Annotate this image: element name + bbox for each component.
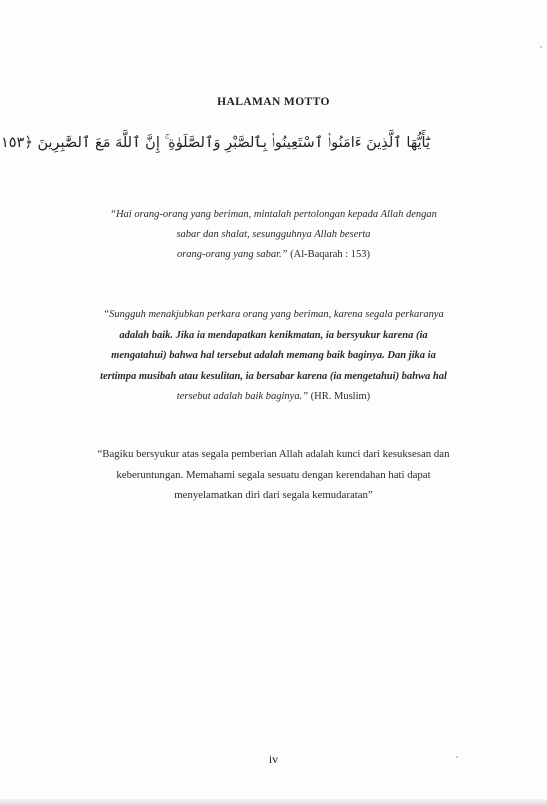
quote-al-baqarah — [0, 205, 547, 265]
page-bottom-edge — [0, 799, 547, 805]
quote-line: mengatahui) bahwa hal tersebut adalah memang baik baginya. Dan jika ia — [111, 350, 436, 361]
quote-line: adalah baik. Jika ia mendapatkan kenikmatan, ia bersyukur karena (ia — [119, 329, 428, 341]
quote-line: sabar dan shalat, sesungguhnya Allah beserta — [176, 229, 371, 240]
quote-line: “Hai orang-orang yang beriman, mintalah pertolongan kepada Allah dengan — [110, 209, 437, 220]
quote-line: tertimpa musibah atau kesulitan, ia bersabar karena (ia mengetahui) bahwa hal — [100, 370, 447, 382]
quote-text: orang-orang yang sabar.” — [176, 249, 288, 260]
quran-verse-arabic: يَٰٓأَيُّهَا ٱلَّذِينَ ءَامَنُوا۟ ٱسْتَعِينُوا۟ بِٱلصَّبْرِ وَٱلصَّلَوٰةِ ۚ إِنَّ ٱللَّهَ مَعَ ٱلصَّٰبِرِينَ ﴿١٥٣ — [0, 135, 430, 151]
quote-line: keberuntungan. Memahami segala sesuatu dengan kerendahan hati dapat — [116, 468, 431, 481]
page-number: iv — [268, 752, 279, 766]
scan-speck — [456, 756, 458, 758]
quote-line: “Bagiku bersyukur atas segala pemberian Allah adalah kunci dari kesuksesan dan — [97, 448, 450, 460]
quote-source: (HR. Muslim) — [310, 391, 371, 402]
page-title: HALAMAN MOTTO — [217, 96, 330, 108]
quote-line: “Sungguh menakjubkan perkara orang yang beriman, karena segala perkaranya — [103, 309, 444, 320]
quote-text: tersebut adalah baik baginya.” — [176, 391, 309, 402]
quote-line: menyelamatkan diri dari segala kemudaratan” — [174, 489, 373, 501]
quote-source: (Al-Baqarah : 153) — [290, 249, 371, 260]
quote-hadith-muslim — [0, 305, 547, 408]
quote-personal-motto — [0, 444, 547, 506]
scan-speck — [540, 46, 542, 48]
quote-line-with-source — [0, 387, 547, 408]
quote-line-with-source — [0, 245, 547, 265]
